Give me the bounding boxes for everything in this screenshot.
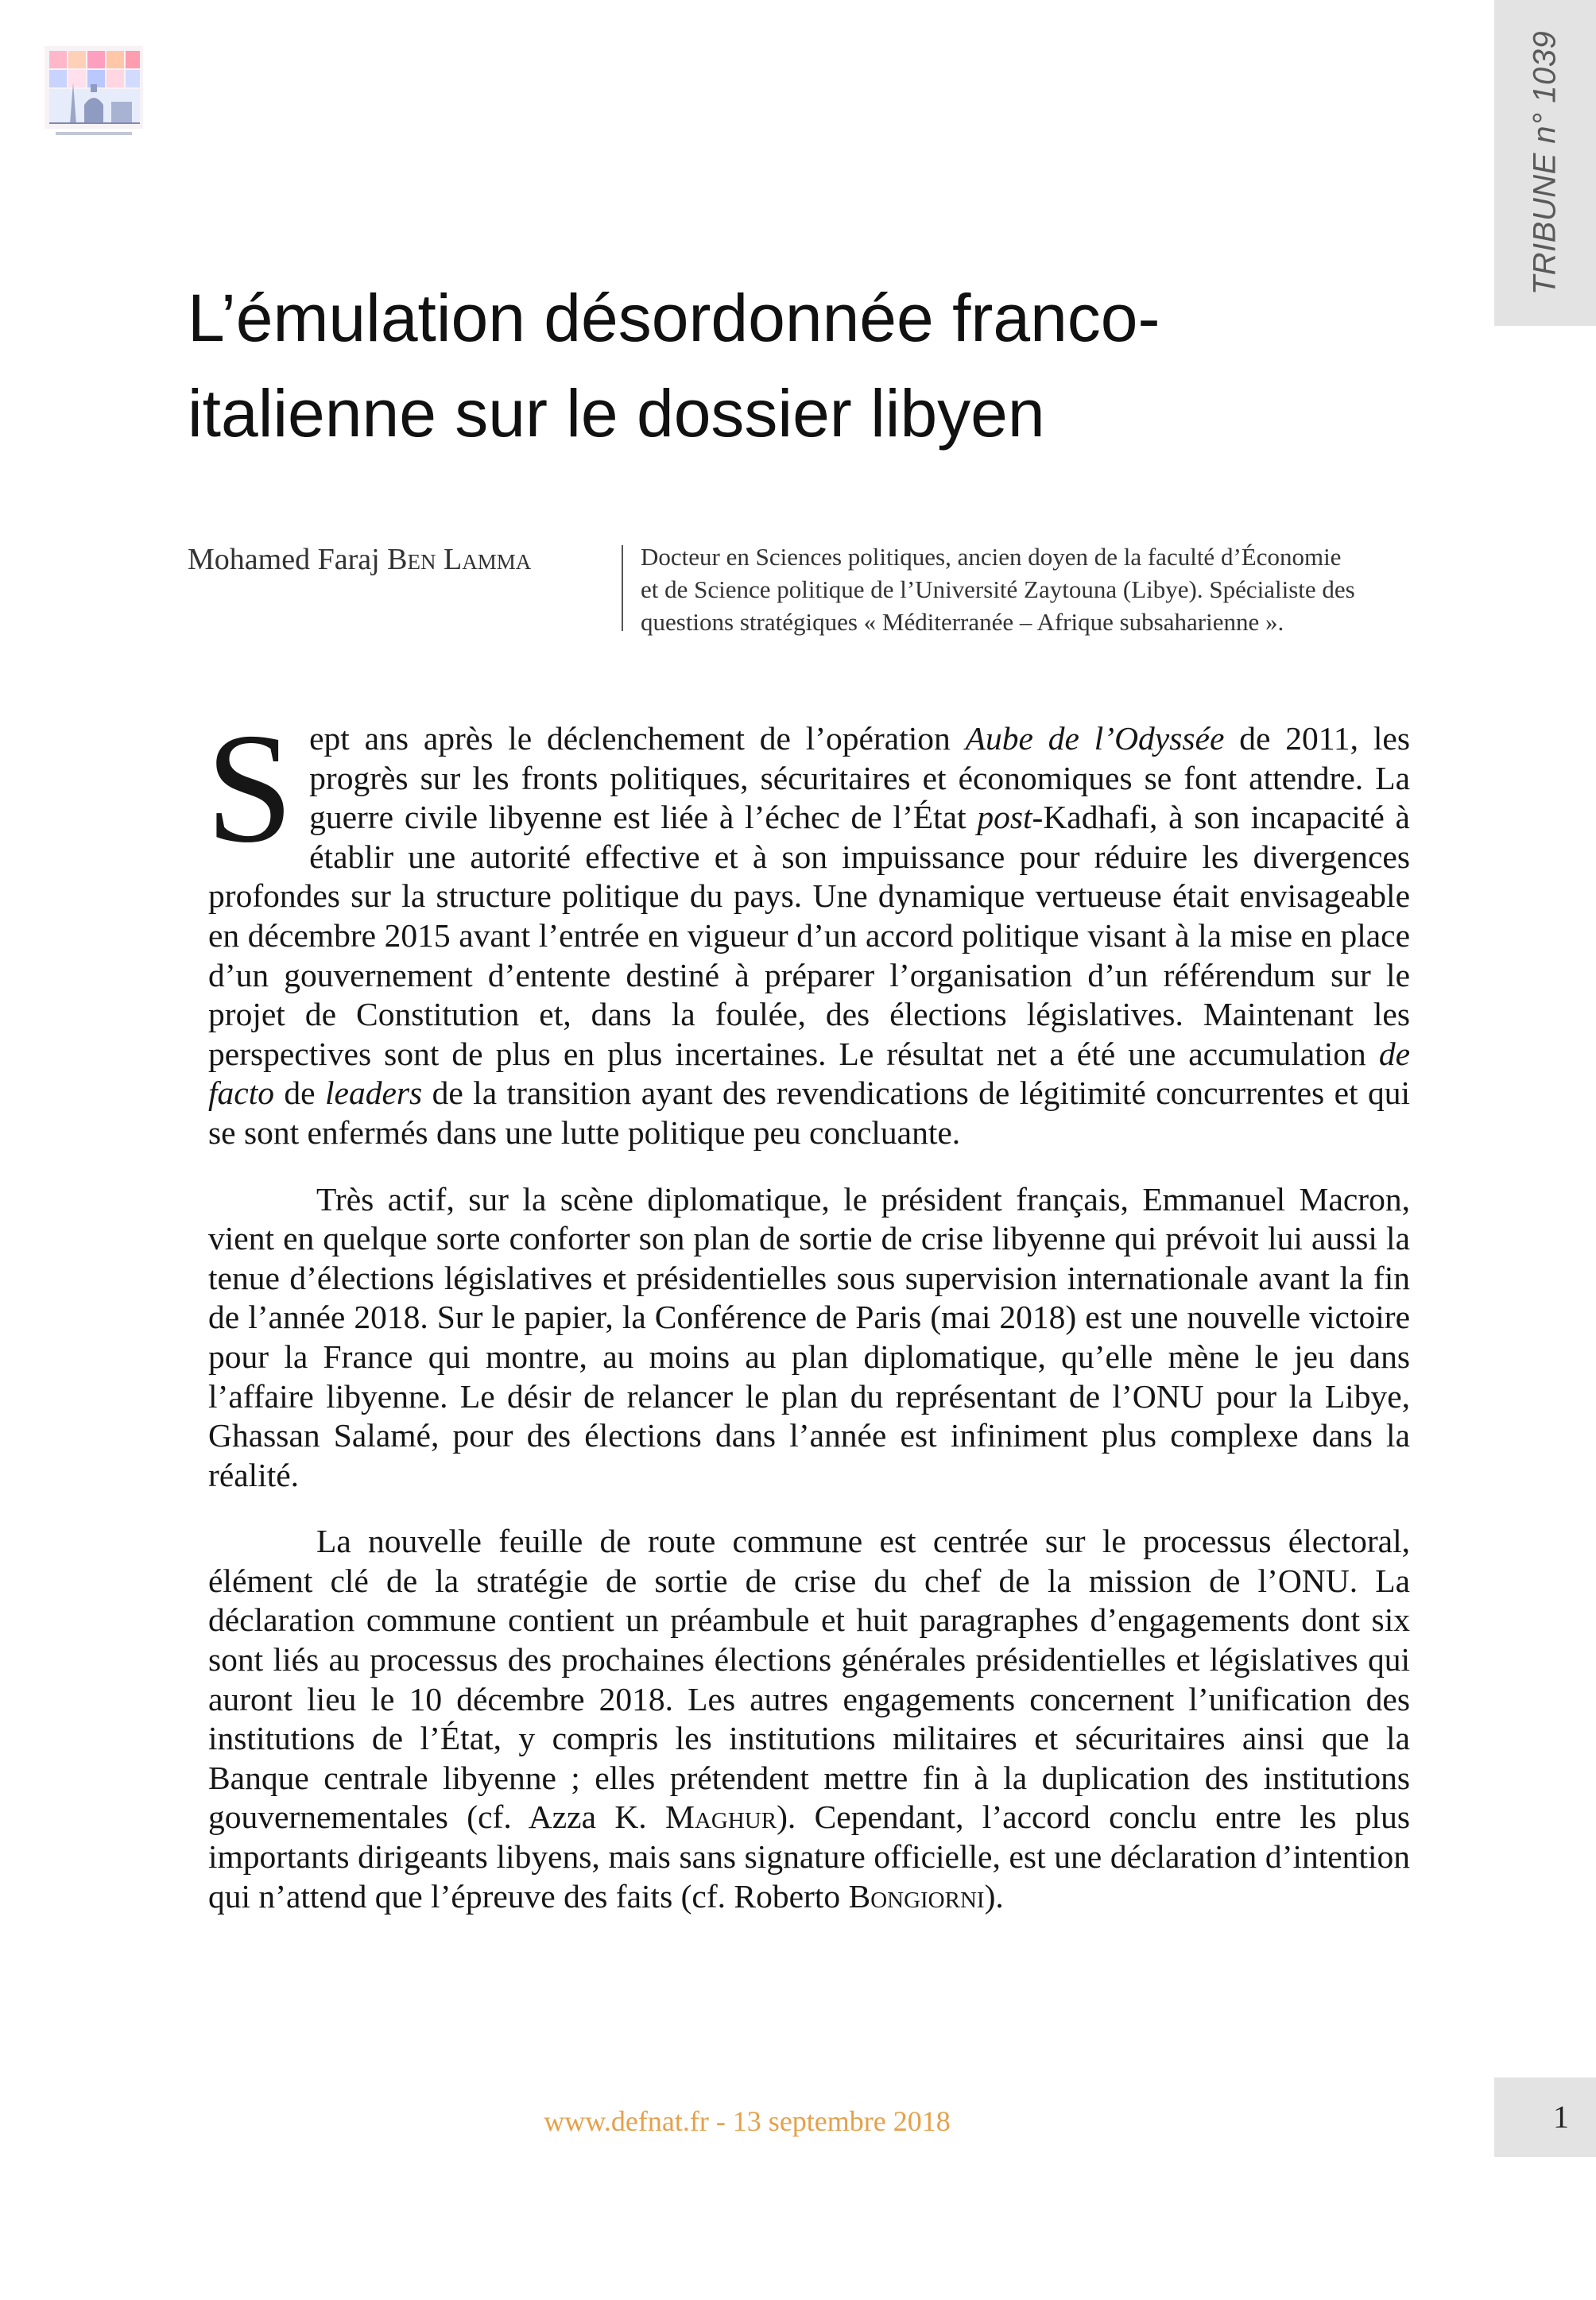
article-body	[206, 701, 1411, 1943]
bio-line: questions stratégiques « Méditerranée – Afrique subsaharienne ».	[641, 608, 1284, 636]
italic-term: post	[977, 799, 1032, 836]
cited-author: Maghur	[665, 1799, 777, 1836]
author-last-name: Ben Lamma	[387, 543, 532, 576]
italic-term: leaders	[325, 1074, 423, 1112]
bio-line: et de Science politique de l’Université Zaytouna (Libye). Spécialiste des	[641, 575, 1355, 603]
page-title	[188, 270, 1427, 461]
bio-line: Docteur en Sciences politiques, ancien doyen de la faculté d’Économie	[641, 543, 1342, 571]
bio-divider	[622, 545, 623, 631]
title-line: L’émulation désordonnée franco-	[188, 281, 1160, 355]
author-name	[188, 542, 531, 577]
drop-cap: S	[206, 701, 294, 875]
series-label: TRIBUNE n° 1039	[1527, 30, 1563, 296]
page-footer: www.defnat.fr - 13 septembre 2018	[544, 2105, 951, 2137]
paragraph-2: Très actif, sur la scène diplomatique, le président français, Emmanuel Macron, vient en quelque sorte conforter son plan de sortie de crise libyenne qui prévoit lui aussi la tenue d’élections législatives et présidentielles sous supervision internationale avant la fin de l’année 2018. Sur le papier, la Conférence de Paris (mai 2018) est une nouvelle victoire pour la France qui montre, au moins au plan diplomatique, qu’elle mène le jeu dans l’affaire libyenne. Le désir de relancer le plan du représentant de l’ONU pour la Libye, Ghassan Salamé, pour des élections dans l’année est infiniment plus complexe dans la réalité.	[208, 1180, 1410, 1493]
series-tab	[1494, 0, 1596, 326]
author-bio	[641, 540, 1420, 638]
page-number-box	[1494, 2077, 1596, 2157]
cited-author: Bongiorni	[848, 1877, 985, 1915]
paragraph-1: Sept ans après le déclenchement de l’opération Aube de l’Odyssée de 2011, les progrès sur les fronts politiques, sécuritaires et économiques se font attendre. La guerre civile libyenne est liée à l’échec de l’État post-Kadhafi, à son incapacité à établir une autorité effective et à son impuissance pour réduire les divergences profondes sur la structure politique du pays. Une dynamique vertueuse était envisageable en décembre 2015 avant l’entrée en vigueur d’un accord politique visant à la mise en place d’un gouvernement d’entente destiné à préparer l’organisation d’un référendum sur le projet de Constitution et, dans la foulée, des élections législatives. Maintenant les perspectives sont de plus en plus incertaines. Le résultat net a été une accumulation de facto de leaders de la transition ayant des revendications de légitimité concurrentes et qui se sont enfermés dans une lutte politique peu concluante.	[206, 701, 1411, 1151]
page-number: 1	[1553, 2099, 1569, 2135]
title-line: italienne sur le dossier libyen	[188, 376, 1045, 451]
italic-term: Aube de l’Odyssée	[965, 720, 1225, 757]
paragraph-3: La nouvelle feuille de route commune est centrée sur le processus électoral, élément clé de la stratégie de sortie de crise du chef de la mission de l’ONU. La déclaration commune contient un préambule et huit paragraphes d’engagements dont six sont liés au processus des prochaines élections générales présidentielles et législatives qui auront lieu le 10 décembre 2018. Les autres engagements concernent l’unification des institutions de l’État, y compris les institutions militaires et sécuritaires ainsi que la Banque centrale libyenne ; elles prétendent mettre fin à la duplication des institutions gouvernementales (cf. Azza K. Maghur). Cependant, l’accord conclu entre les plus importants dirigeants libyens, mais sans signature officielle, est une déclaration d’intention qui n’attend que l’épreuve des faits (cf. Roberto Bongiorni).	[208, 1523, 1410, 1915]
author-first-name: Mohamed Faraj	[188, 543, 380, 576]
defnat-logo-icon	[45, 46, 143, 145]
italic-term: de facto	[208, 1035, 1410, 1112]
